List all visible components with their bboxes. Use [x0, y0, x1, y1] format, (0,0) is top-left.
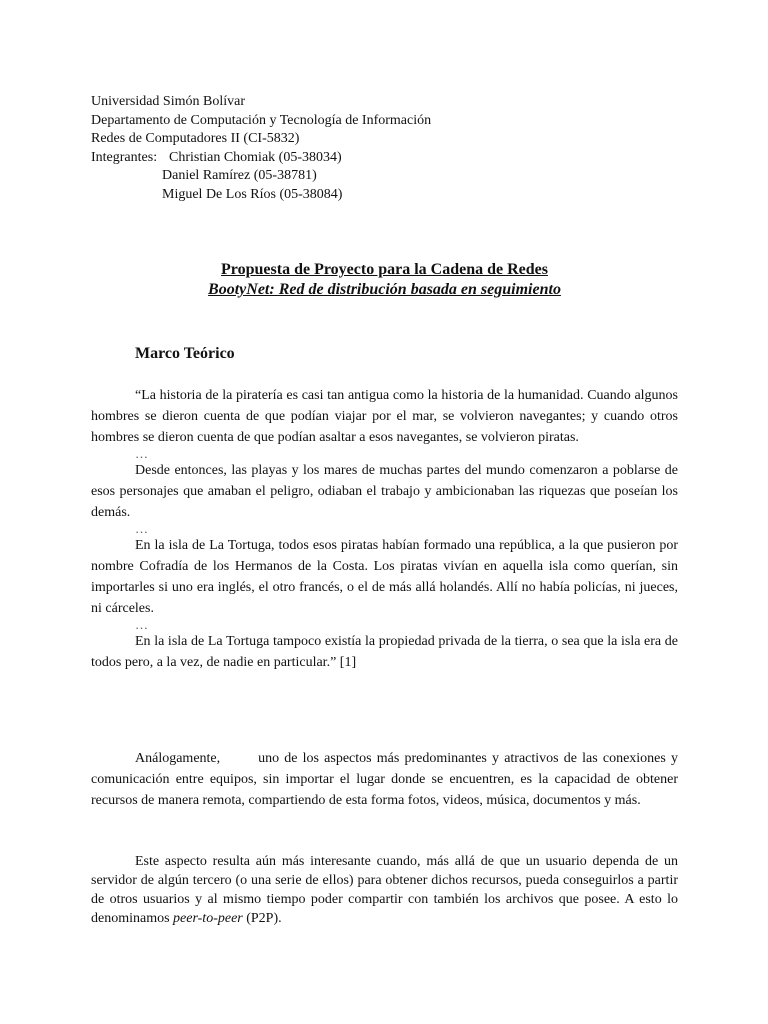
- quote-paragraph: “La historia de la piratería es casi tan antigua como la historia de la humanidad. Cuando algunos hombres se dieron cuenta de que podían viajar por el mar, se volvieron navegantes; y cuando otros hombres se dieron cuenta de que podían asaltar a esos navegantes, se volvieron piratas.: [91, 388, 678, 445]
- member-name: Christian Chomiak (05-38034): [169, 149, 342, 165]
- document-title: Propuesta de Proyecto para la Cadena de Redes: [221, 261, 548, 278]
- p2p-paragraph-block: [91, 852, 678, 928]
- member-row: [91, 167, 431, 186]
- quote-block: [91, 385, 678, 673]
- quote-paragraph: En la isla de La Tortuga, todos esos piratas habían formado una república, a la que pusieron por nombre Cofradía de los Hermanos de la Costa. Los piratas vivían en aquella isla como querían, sin importarles si uno era inglés, el otro francés, o el de más allá holandés. Allí no había policías, ni jueces, ni cárceles.: [91, 538, 678, 616]
- university-name: Universidad Simón Bolívar: [91, 94, 245, 109]
- member-name: Miguel De Los Ríos (05-38084): [162, 186, 343, 202]
- analogy-paragraph-block: [91, 748, 678, 811]
- analogy-lead: Análogamente,: [135, 751, 221, 766]
- document-subtitle: BootyNet: Red de distribución basada en seguimiento: [208, 281, 561, 298]
- p2p-text-after: (P2P).: [242, 911, 282, 926]
- p2p-term: peer-to-peer: [173, 911, 243, 926]
- ellipsis-marker: …: [135, 521, 148, 536]
- member-row: [91, 186, 431, 205]
- ellipsis-marker: …: [135, 446, 148, 461]
- member-name: Daniel Ramírez (05-38781): [162, 168, 317, 183]
- department-name: Departamento de Computación y Tecnología de Información: [91, 112, 432, 128]
- quote-paragraph: Desde entonces, las playas y los mares de muchas partes del mundo comenzaron a poblarse de esos personajes que amaban el peligro, odiaban el trabajo y ambicionaban las riquezas que poseían los demás.: [91, 463, 678, 520]
- title-block: [91, 260, 678, 300]
- p2p-paragraph: [91, 852, 678, 928]
- section-heading: Marco Teórico: [135, 345, 235, 362]
- analogy-rest: uno de los aspectos más predominantes y atractivos de las conexiones y comunicación entre equipos, sin importar el lugar donde se encuentren, es la capacidad de obtener recursos de manera remota, compartiendo de esta forma fotos, videos, música, documentos y más.: [91, 751, 678, 808]
- member-row: [91, 149, 431, 168]
- course-name: Redes de Computadores II (CI-5832): [91, 131, 300, 146]
- quote-paragraph: En la isla de La Tortuga tampoco existía la propiedad privada de la tierra, o sea que la isla era de todos pero, a la vez, de nadie en particular.” [1]: [91, 634, 678, 670]
- document-header: [91, 93, 431, 204]
- analogy-paragraph: [91, 748, 678, 811]
- ellipsis-marker: …: [135, 617, 148, 632]
- members-label: Integrantes:: [91, 149, 158, 165]
- p2p-text-before: Este aspecto resulta aún más interesante cuando, más allá de que un usuario dependa de un servidor de algún tercero (o una serie de ellos) para obtener dichos recursos, pueda conseguirlos a partir de otros usuarios y al mismo tiempo poder compartir con también los archivos que posee. A esto lo denominamos: [91, 854, 678, 926]
